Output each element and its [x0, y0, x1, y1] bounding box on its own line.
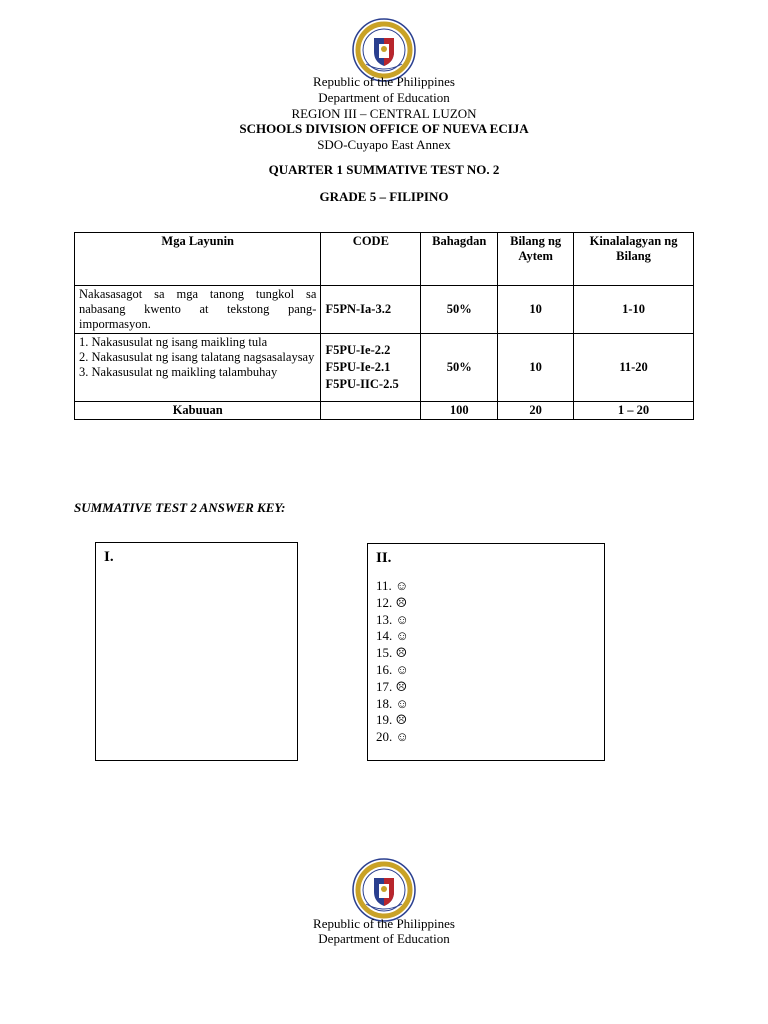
table-header-row: [75, 233, 694, 286]
location-cell: 1-10: [574, 286, 694, 334]
code-line: F5PU-Ie-2.2: [325, 343, 391, 357]
list-item: 13. ☺: [376, 611, 409, 627]
total-code: [321, 402, 421, 420]
grade-subject: GRADE 5 – FILIPINO: [319, 189, 449, 204]
objective-line: 3. Nakasusulat ng maikling talambuhay: [79, 365, 278, 379]
percent-cell: 50%: [421, 286, 498, 334]
header-items: Bilang ng Aytem: [498, 233, 574, 286]
test-title: QUARTER 1 SUMMATIVE TEST NO. 2: [268, 162, 500, 177]
code-line: F5PU-Ie-2.1: [325, 360, 391, 374]
header-region: REGION III – CENTRAL LUZON: [291, 106, 477, 121]
header-office: SDO-Cuyapo East Annex: [317, 137, 451, 152]
header-location: Kinalalagyan ng Bilang: [574, 233, 694, 286]
code-cell: F5PN-Ia-3.2: [321, 286, 421, 334]
answer-list: [376, 578, 409, 746]
code-line: F5PU-IIC-2.5: [325, 377, 399, 391]
header-department: Department of Education: [318, 90, 450, 105]
part-2-label: II.: [376, 550, 392, 566]
answer-box-part-2: [367, 543, 605, 761]
list-item: 18. ☺: [376, 695, 409, 711]
deped-seal-logo: [352, 858, 416, 922]
table-row: [75, 286, 694, 334]
objective-line: 2. Nakasusulat ng isang talatang nagsasalaysay: [79, 350, 315, 364]
list-item: 17. ☹: [376, 678, 408, 694]
percent-cell: 50%: [421, 334, 498, 402]
list-item: 16. ☺: [376, 661, 409, 677]
list-item: 19. ☹: [376, 712, 408, 728]
total-location: 1 – 20: [574, 402, 694, 420]
objective-cell: Nakasasagot sa mga tanong tungkol sa nabasang kwento at tekstong pang-impormasyon.: [75, 286, 321, 334]
code-cell: [321, 334, 421, 402]
header-division: SCHOOLS DIVISION OFFICE OF NUEVA ECIJA: [239, 121, 529, 136]
header-code: CODE: [321, 233, 421, 286]
table-of-specifications: [74, 232, 694, 420]
answer-key-title: SUMMATIVE TEST 2 ANSWER KEY:: [74, 500, 286, 515]
footer-department: Department of Education: [318, 931, 450, 946]
list-item: 14. ☺: [376, 628, 409, 644]
items-cell: 10: [498, 286, 574, 334]
table-total-row: [75, 402, 694, 420]
answer-box-part-1: [95, 542, 298, 761]
deped-seal-logo: [352, 18, 416, 82]
objective-cell: [75, 334, 321, 402]
list-item: 11. ☺: [376, 578, 409, 593]
total-percent: 100: [421, 402, 498, 420]
list-item: 20. ☺: [376, 729, 409, 745]
items-cell: 10: [498, 334, 574, 402]
total-items: 20: [498, 402, 574, 420]
total-label: Kabuuan: [75, 402, 321, 420]
header-objectives: Mga Layunin: [75, 233, 321, 286]
header-republic: Republic of the Philippines: [313, 74, 455, 89]
footer-republic: Republic of the Philippines: [313, 916, 455, 931]
list-item: 12. ☹: [376, 594, 408, 610]
table-row: [75, 334, 694, 402]
header-percent: Bahagdan: [421, 233, 498, 286]
part-1-label: I.: [104, 549, 114, 565]
objective-line: 1. Nakasusulat ng isang maikling tula: [79, 335, 268, 349]
location-cell: 11-20: [574, 334, 694, 402]
list-item: 15. ☹: [376, 645, 408, 661]
